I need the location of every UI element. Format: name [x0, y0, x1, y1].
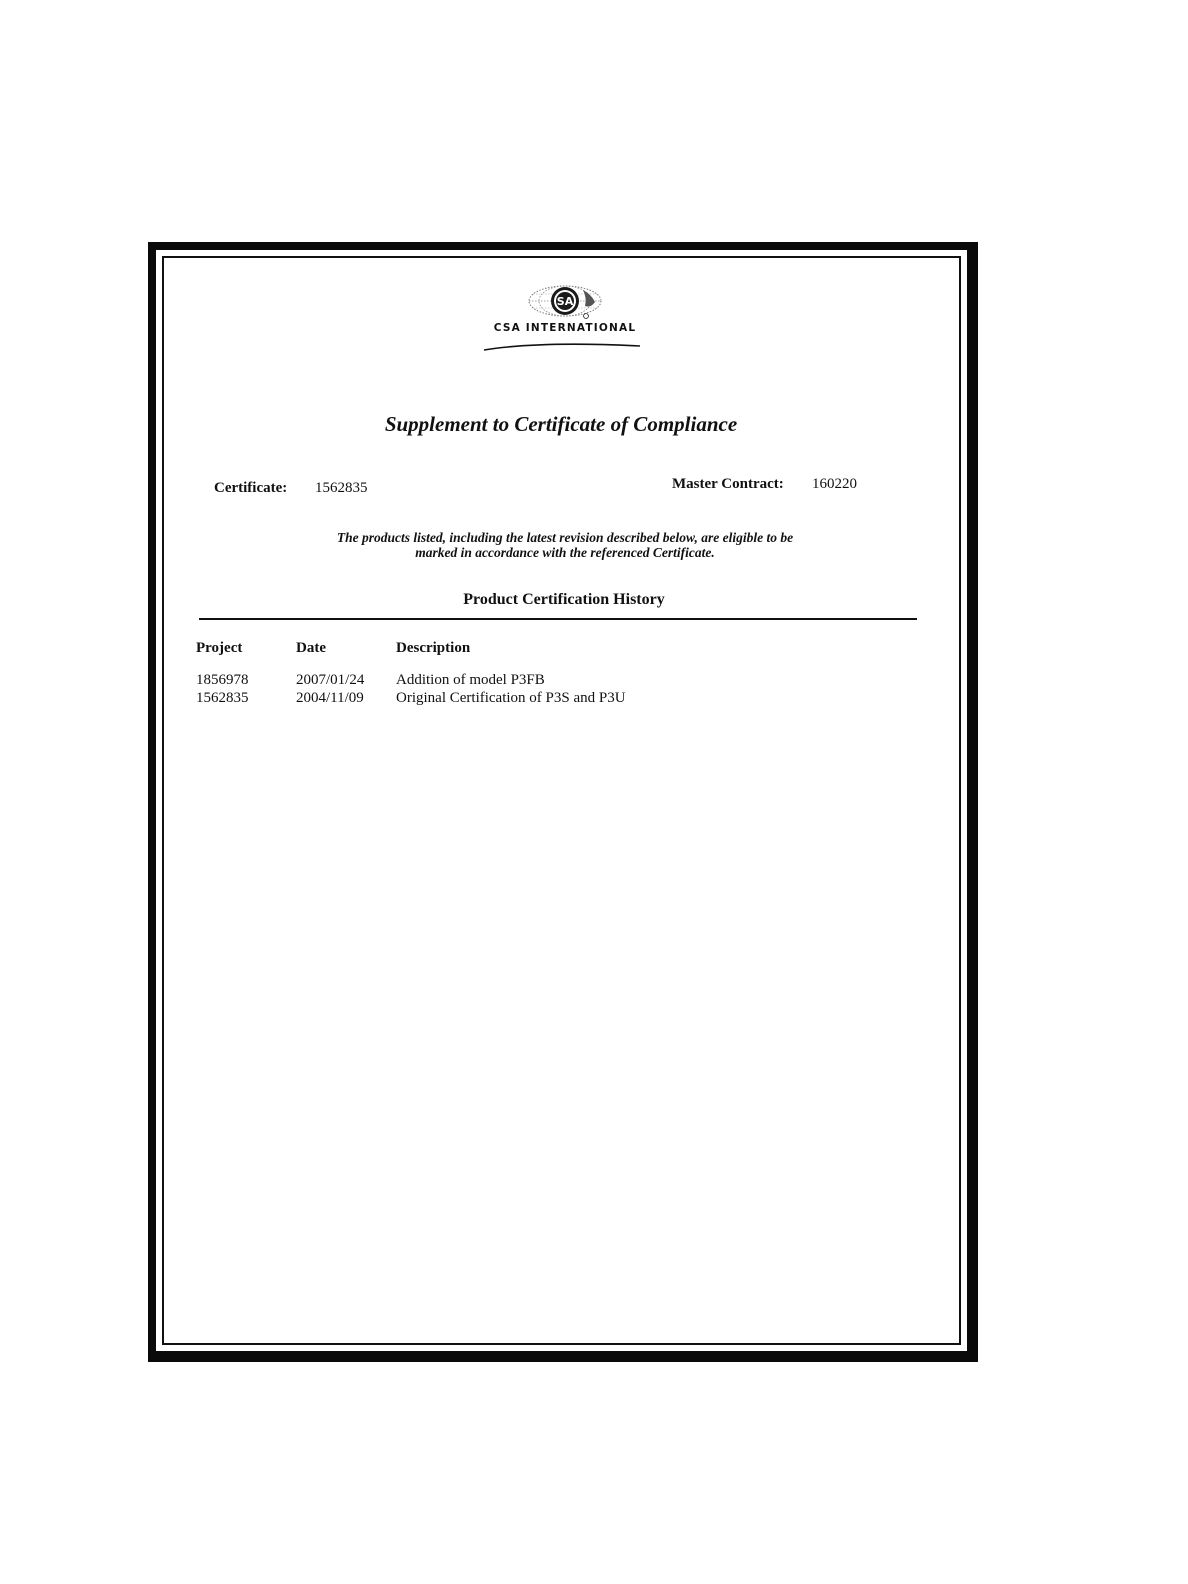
csa-globe-logo-icon: [525, 282, 605, 320]
table-row: [0, 690, 1188, 708]
notice-line-2: marked in accordance with the referenced Certificate.: [415, 545, 715, 560]
logo-text: CSA INTERNATIONAL: [493, 322, 637, 334]
csa-logo: [480, 282, 650, 358]
certificate-label: Certificate:: [214, 480, 288, 496]
certificate-border: [148, 242, 978, 1362]
row-description: Addition of model P3FB: [396, 672, 545, 688]
logo-swoosh: [480, 340, 650, 352]
table-row: [0, 672, 1188, 690]
history-heading: Product Certification History: [463, 591, 665, 608]
master-contract-number: 160220: [812, 476, 857, 492]
row-project: 1856978: [196, 672, 249, 688]
row-date: 2007/01/24: [296, 672, 365, 688]
row-project: 1562835: [196, 690, 249, 706]
svg-text:SA: SA: [556, 295, 574, 308]
eligibility-notice: [280, 530, 850, 560]
column-header-description: Description: [396, 640, 471, 656]
notice-line-1: The products listed, including the latest revision described below, are eligible to be: [336, 530, 794, 545]
row-date: 2004/11/09: [296, 690, 364, 706]
column-header-project: Project: [196, 640, 243, 656]
history-divider: [199, 618, 917, 620]
document-title: Supplement to Certificate of Compliance: [384, 412, 738, 436]
certificate-number: 1562835: [315, 480, 368, 496]
master-contract-label: Master Contract:: [672, 476, 784, 492]
row-description: Original Certification of P3S and P3U: [396, 690, 626, 706]
column-header-date: Date: [296, 640, 326, 656]
